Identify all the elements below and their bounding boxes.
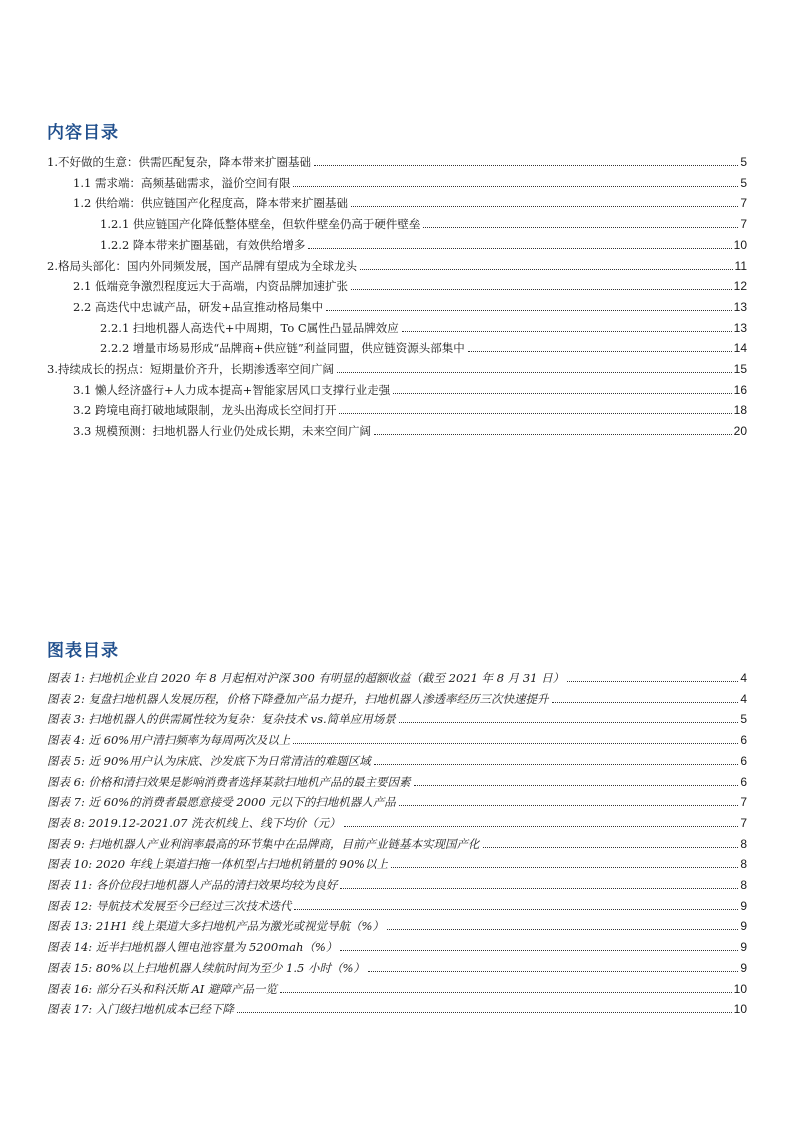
leader-dots [293, 186, 738, 187]
toc-title: 内容目录 [47, 123, 119, 143]
entry-label: 1.2.1 供应链国产化降低整体壁垒，但软件壁垒仍高于硬件壁垒 [100, 217, 421, 232]
entry-page-number: 9 [740, 940, 747, 955]
entry-page-number: 8 [740, 878, 747, 892]
figure-entry[interactable] [47, 670, 747, 686]
entry-page-number: 5 [740, 175, 747, 190]
entry-page-number: 18 [733, 403, 747, 418]
entry-label: 图表 14: 近半扫地机器人锂电池容量为 5200mah（%） [47, 940, 338, 955]
entry-label: 3.2 跨境电商打破地域限制，龙头出海成长空间打开 [73, 403, 337, 418]
leader-dots [326, 310, 732, 311]
entry-label: 1.2 供给端：供应链国产化程度高，降本带来扩圈基础 [73, 196, 348, 211]
entry-page-number: 8 [740, 836, 747, 851]
entry-page-number: 20 [733, 424, 747, 439]
figure-entry[interactable] [47, 918, 747, 934]
leader-dots [552, 702, 739, 703]
entry-page-number: 5 [740, 712, 747, 727]
leader-dots [337, 372, 732, 373]
entry-page-number: 4 [740, 671, 747, 685]
leader-dots [351, 206, 738, 207]
leader-dots [374, 434, 732, 435]
figure-entry[interactable] [47, 732, 747, 748]
toc-entry[interactable] [100, 340, 747, 356]
toc-entry[interactable] [73, 299, 747, 315]
entry-label: 图表 6: 价格和清扫效果是影响消费者选择某款扫地机产品的最主要因素 [47, 774, 411, 789]
entry-label: 1.不好做的生意：供需匹配复杂，降本带来扩圈基础 [47, 155, 311, 169]
entry-label: 2.格局头部化：国内外同频发展，国产品牌有望成为全球龙头 [47, 258, 357, 273]
leader-dots [351, 289, 732, 290]
figure-entry[interactable] [47, 898, 747, 914]
entry-label: 3.1 懒人经济盛行+人力成本提高+智能家居风口支撑行业走强 [73, 382, 391, 397]
toc-entry[interactable] [100, 237, 747, 253]
entry-label: 2.2.1 扫地机器人高迭代+中周期，To C属性凸显品牌效应 [100, 320, 399, 335]
entry-label: 图表 1: 扫地机企业自 2020 年 8 月起相对沪深 300 有明显的超额收益（截至 2021 年 8 月 31 日） [47, 671, 565, 685]
entry-label: 图表 15: 80%以上扫地机器人续航时间为至少 1.5 小时（%） [47, 960, 365, 975]
entry-label: 图表 12: 导航技术发展至今已经过三次技术迭代 [47, 898, 292, 913]
entry-page-number: 6 [740, 753, 747, 768]
leader-dots [368, 971, 738, 972]
toc-entry[interactable] [47, 154, 747, 170]
toc-entry[interactable] [100, 320, 747, 336]
entry-label: 图表 7: 近 60%的消费者最愿意接受 2000 元以下的扫地机器人产品 [47, 795, 396, 810]
entry-label: 3.持续成长的拐点：短期量价齐升，长期渗透率空间广阔 [47, 362, 334, 376]
entry-label: 1.2.2 降本带来扩圈基础，有效供给增多 [100, 237, 306, 252]
entry-label: 图表 9: 扫地机器人产业利润率最高的环节集中在品牌商，目前产业链基本实现国产化 [47, 836, 480, 851]
entry-page-number: 7 [740, 795, 747, 810]
entry-page-number: 13 [733, 320, 747, 335]
figure-entry[interactable] [47, 960, 747, 976]
figure-entry[interactable] [47, 711, 747, 727]
figure-entry[interactable] [47, 753, 747, 769]
leader-dots [483, 847, 739, 848]
entry-label: 1.1 需求端：高频基础需求，溢价空间有限 [73, 175, 291, 190]
entry-page-number: 4 [740, 691, 747, 706]
leader-dots [340, 950, 738, 951]
leader-dots [308, 248, 731, 249]
entry-label: 2.2.2 增量市场易形成“品牌商+供应链”利益同盟，供应链资源头部集中 [100, 341, 465, 356]
entry-label: 图表 16: 部分石头和科沃斯 AI 避障产品一览 [47, 981, 277, 996]
leader-dots [314, 165, 738, 166]
entry-label: 图表 5: 近 90%用户认为床底、沙发底下为日常清洁的难题区域 [47, 753, 371, 768]
entry-page-number: 8 [740, 857, 747, 872]
figure-entry[interactable] [47, 691, 747, 707]
figure-entry[interactable] [47, 794, 747, 810]
toc-entry[interactable] [47, 258, 747, 274]
entry-label: 图表 3: 扫地机器人的供需属性较为复杂：复杂技术 vs.简单应用场景 [47, 712, 396, 727]
leader-dots [294, 909, 738, 910]
toc-entry[interactable] [73, 278, 747, 294]
entry-page-number: 6 [740, 774, 747, 789]
entry-label: 图表 17: 入门级扫地机成本已经下降 [47, 1002, 234, 1017]
leader-dots [339, 413, 731, 414]
leader-dots [423, 227, 738, 228]
entry-page-number: 9 [740, 919, 747, 934]
figure-entry[interactable] [47, 877, 747, 893]
figure-entry[interactable] [47, 939, 747, 955]
figure-entry[interactable] [47, 981, 747, 997]
entry-label: 3.3 规模预测：扫地机器人行业仍处成长期，未来空间广阔 [73, 424, 371, 439]
entry-label: 图表 8: 2019.12-2021.07 洗衣机线上、线下均价（元） [47, 815, 341, 830]
entry-label: 图表 2: 复盘扫地机器人发展历程，价格下降叠加产品力提升，扫地机器人渗透率经历三次快速提升 [47, 691, 549, 706]
entry-page-number: 10 [733, 981, 747, 996]
toc-entry[interactable] [73, 195, 747, 211]
leader-dots [344, 826, 739, 827]
entry-label: 图表 10: 2020 年线上渠道扫拖一体机型占扫地机销量的 90%以上 [47, 857, 388, 872]
toc-entry[interactable] [73, 423, 747, 439]
toc-entry[interactable] [100, 216, 747, 232]
entry-page-number: 12 [733, 279, 747, 294]
figure-entry[interactable] [47, 1001, 747, 1017]
toc-entry[interactable] [73, 382, 747, 398]
entry-page-number: 7 [740, 815, 747, 830]
entry-page-number: 15 [733, 362, 747, 376]
leader-dots [468, 351, 732, 352]
entry-page-number: 7 [740, 196, 747, 211]
entry-page-number: 7 [740, 217, 747, 232]
toc-entry[interactable] [73, 175, 747, 191]
leader-dots [567, 681, 738, 682]
leader-dots [402, 331, 732, 332]
entry-page-number: 11 [734, 258, 747, 273]
entry-page-number: 10 [733, 237, 747, 252]
leader-dots [399, 722, 739, 723]
entry-label: 2.2 高迭代中忠诚产品，研发+品宣推动格局集中 [73, 299, 324, 314]
leader-dots [399, 805, 739, 806]
entry-page-number: 14 [733, 341, 747, 356]
entry-label: 图表 4: 近 60%用户清扫频率为每周两次及以上 [47, 733, 291, 748]
toc-entry[interactable] [47, 361, 747, 377]
figure-entry[interactable] [47, 815, 747, 831]
leader-dots [387, 929, 738, 930]
entry-page-number: 9 [740, 960, 747, 975]
figure-entry[interactable] [47, 836, 747, 852]
entry-page-number: 13 [733, 299, 747, 314]
leader-dots [360, 269, 733, 270]
leader-dots [391, 867, 738, 868]
leader-dots [340, 888, 738, 889]
entry-label: 图表 13: 21H1 线上渠道大多扫地机产品为激光或视觉导航（%） [47, 919, 384, 934]
figure-entry[interactable] [47, 774, 747, 790]
entry-page-number: 10 [733, 1002, 747, 1017]
leader-dots [393, 393, 731, 394]
leader-dots [293, 743, 738, 744]
entry-page-number: 9 [740, 898, 747, 913]
entry-label: 图表 11: 各价位段扫地机器人产品的清扫效果均较为良好 [47, 878, 338, 892]
leader-dots [414, 785, 739, 786]
toc-entry[interactable] [73, 402, 747, 418]
leader-dots [237, 1012, 732, 1013]
entry-page-number: 16 [733, 382, 747, 397]
entry-page-number: 6 [740, 733, 747, 748]
figures-title: 图表目录 [47, 641, 119, 661]
leader-dots [280, 992, 732, 993]
figure-entry[interactable] [47, 856, 747, 872]
entry-page-number: 5 [740, 155, 747, 169]
leader-dots [374, 764, 739, 765]
entry-label: 2.1 低端竞争激烈程度远大于高端，内资品牌加速扩张 [73, 279, 348, 294]
